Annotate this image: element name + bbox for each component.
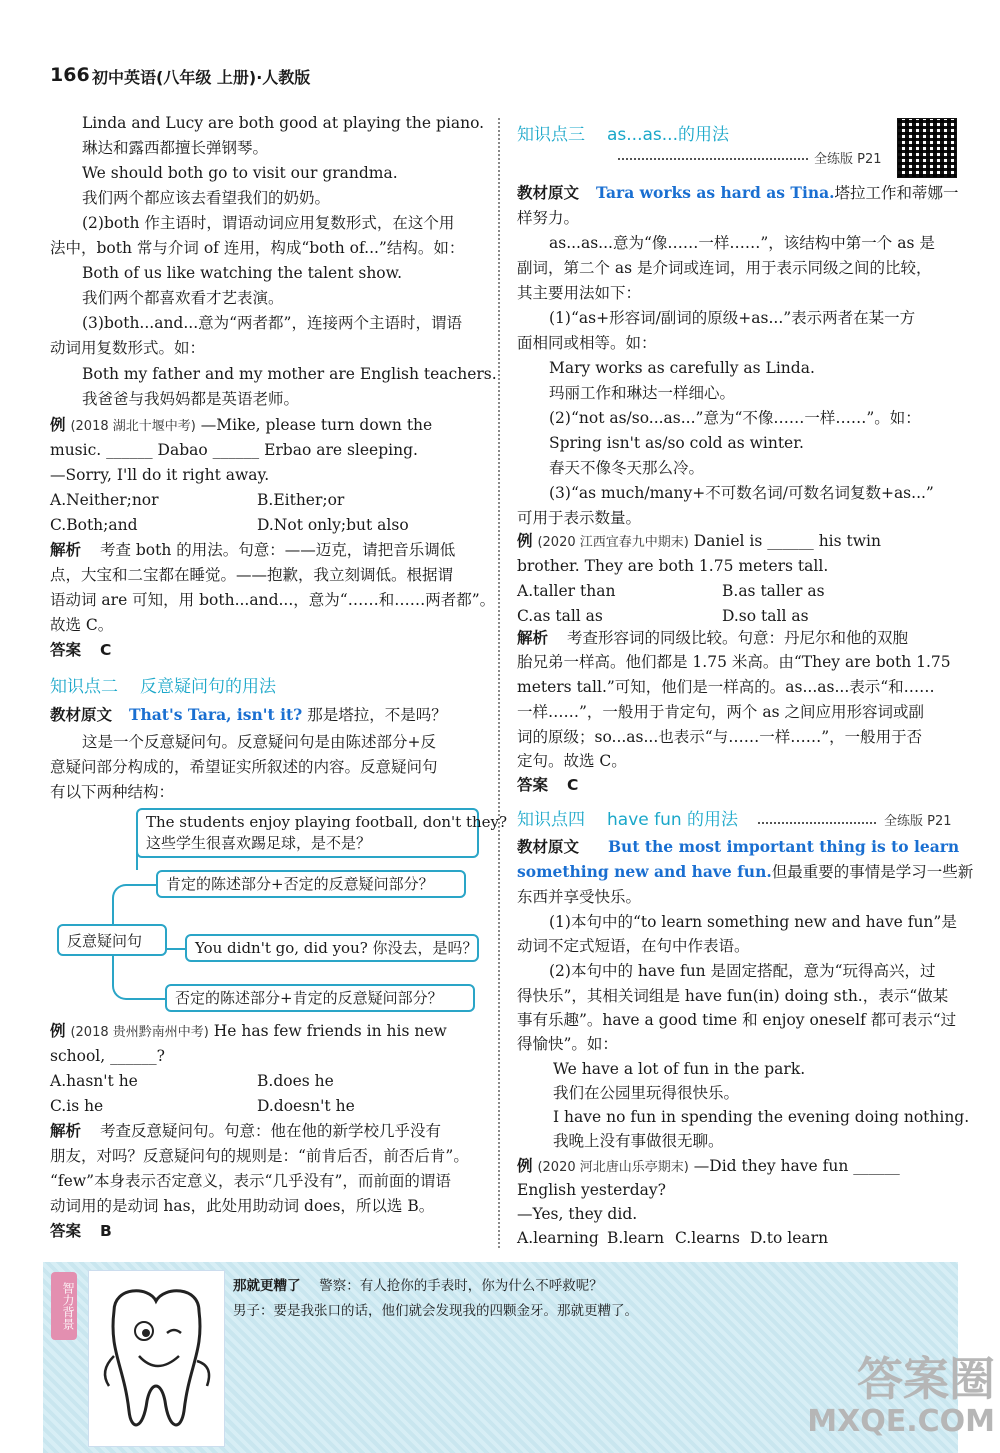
example-label: 例 bbox=[50, 416, 66, 434]
example-label: 例 bbox=[517, 532, 533, 550]
answer-line bbox=[50, 1220, 112, 1242]
rule-box-2: 否定的陈述部分+肯定的反意疑问部分？ bbox=[165, 984, 475, 1012]
text-line: (3)“as much/many+不可数名词/可数名词复数+as...” bbox=[549, 484, 934, 502]
text-line: (2)both 作主语时，谓语动词应用复数形式，在这个用 bbox=[82, 214, 455, 232]
text-line: —Sorry, I'll do it right away. bbox=[50, 466, 270, 484]
side-tab: 智力背景 bbox=[51, 1272, 77, 1340]
example-source: (2018 湖北十堰中考) bbox=[70, 419, 196, 434]
answer-line bbox=[517, 774, 578, 796]
connector bbox=[136, 833, 138, 870]
example-source: (2020 河北唐山乐亭期末) bbox=[537, 1160, 689, 1175]
answer-value: C bbox=[566, 776, 579, 794]
text-line: 我们两个都应该去看望我们的奶奶。 bbox=[82, 189, 331, 207]
center-box: 反意疑问句 bbox=[57, 924, 167, 956]
tooth-cartoon-icon bbox=[88, 1270, 225, 1447]
example-2-question bbox=[50, 1020, 447, 1044]
joke-text: 警察：有人抢你的手表时，你为什么不呼救呢？ bbox=[319, 1278, 603, 1294]
example-source: (2018 贵州黔南州中考) bbox=[70, 1025, 209, 1040]
text-line: 春天不像冬天那么冷。 bbox=[549, 459, 705, 477]
rule-box-1: 肯定的陈述部分+否定的反意疑问部分？ bbox=[156, 870, 466, 898]
analysis-label: 解析 bbox=[50, 1122, 82, 1140]
text-line: 可用于表示数量。 bbox=[517, 509, 642, 527]
text-line: (1)“as+形容词/副词的原级+as...”表示两者在某一方 bbox=[549, 309, 916, 327]
connector bbox=[112, 884, 158, 926]
text-line: 意疑问部分构成的，希望证实所叙述的内容。反意疑问句 bbox=[50, 758, 438, 776]
example-question: —Mike, please turn down the bbox=[200, 416, 433, 434]
example-box-en: The students enjoy playing football, don't they? bbox=[146, 813, 508, 831]
answer-value: C bbox=[99, 641, 112, 659]
text-line: (2)“not as/so...as...”意为“不像……一样……”。如： bbox=[549, 409, 921, 427]
option-c: C.Both;and bbox=[50, 516, 138, 534]
watermark-logo: 答案圈 bbox=[857, 1352, 995, 1406]
source-label: 教材原文 bbox=[517, 184, 580, 202]
analysis-line: 朋友，对吗？反意疑问句的规则是：“前肯后否，前否后肯”。 bbox=[50, 1147, 469, 1165]
answer-label: 答案 bbox=[50, 641, 82, 659]
answer-label: 答案 bbox=[517, 776, 549, 794]
reference-tag: 全练版 P21 bbox=[814, 152, 882, 167]
analysis-line: “few”本身表示否定意义，表示“几乎没有”，而前面的谓语 bbox=[50, 1172, 451, 1190]
text-line: (3)both...and...意为“两者都”，连接两个主语时，谓语 bbox=[82, 314, 462, 332]
option-c: C.as tall as bbox=[517, 607, 603, 625]
option-c: C.is he bbox=[50, 1097, 104, 1115]
source-line bbox=[50, 704, 447, 726]
analysis-text: 考查反意疑问句。句意：他在他的新学校几乎没有 bbox=[99, 1122, 441, 1140]
option-b: B.learn bbox=[607, 1229, 665, 1247]
analysis-line: 一样……”，一般用于肯定句，两个 as 之间应用形容词或副 bbox=[517, 703, 924, 721]
option-b: B.does he bbox=[257, 1072, 334, 1090]
example-label: 例 bbox=[517, 1157, 533, 1175]
analysis-label: 解析 bbox=[50, 541, 82, 559]
connector bbox=[112, 956, 167, 1000]
text-line: 东西并享受快乐。 bbox=[517, 888, 642, 906]
text-line: 得快乐”，其相关词组是 have fun(in) doing sth.，表示“做某 bbox=[517, 987, 949, 1005]
text-line: I have no fun in spending the evening doing nothing. bbox=[553, 1108, 970, 1126]
text-line: Both of us like watching the talent show. bbox=[82, 264, 402, 282]
qr-code-icon bbox=[897, 118, 957, 178]
page-number: 166 bbox=[50, 64, 90, 86]
analysis-line bbox=[50, 539, 455, 561]
text-line: 事有乐趣”。have a good time 和 enjoy oneself 都可表示“过 bbox=[517, 1011, 957, 1029]
option-a: A.Neither;nor bbox=[50, 491, 159, 509]
text-line: (2)本句中的 have fun 是固定搭配，意为“玩得高兴，过 bbox=[549, 962, 936, 980]
source-line bbox=[517, 182, 959, 204]
answer-value: B bbox=[99, 1222, 112, 1240]
example-label: 例 bbox=[50, 1022, 66, 1040]
text-line: English yesterday? bbox=[517, 1181, 666, 1199]
analysis-line: 词的原级；so...as...也表示“与……一样……”，一般用于否 bbox=[517, 728, 923, 746]
watermark-url: MXQE.COM bbox=[807, 1404, 995, 1439]
example-box-1 bbox=[136, 808, 508, 858]
text-line: We should both go to visit our grandma. bbox=[82, 164, 398, 182]
example-1-question bbox=[50, 414, 432, 438]
watermark bbox=[800, 1353, 995, 1448]
text-line: as...as...意为“像……一样……”，该结构中第一个 as 是 bbox=[549, 234, 935, 252]
analysis-line: 胎兄弟一样高。他们都是 1.75 米高。由“They are both 1.75 bbox=[517, 653, 951, 671]
analysis-line bbox=[50, 1120, 441, 1142]
joke-line-1 bbox=[233, 1274, 603, 1294]
example-question: —Did they have fun ______ bbox=[693, 1157, 900, 1175]
text-line: school, ______? bbox=[50, 1047, 165, 1065]
text-line: We have a lot of fun in the park. bbox=[553, 1060, 806, 1078]
text-line: Mary works as carefully as Linda. bbox=[549, 359, 815, 377]
text-line: 我晚上没有事做很无聊。 bbox=[553, 1132, 724, 1150]
source-en-cont: something new and have fun. bbox=[517, 862, 772, 881]
example-box-zh: 这些学生很喜欢踢足球，是不是？ bbox=[146, 834, 372, 852]
text-line: 我爸爸与我妈妈都是英语老师。 bbox=[82, 390, 300, 408]
kp-label: 知识点四 bbox=[517, 810, 585, 830]
example-question: Daniel is ______ his twin bbox=[693, 532, 881, 550]
text-line: 法中，both 常与介词 of 连用，构成“both of...”结构。如： bbox=[50, 239, 465, 257]
text-line: 琳达和露西都擅长弹钢琴。 bbox=[82, 139, 269, 157]
kp-title: 反意疑问句的用法 bbox=[140, 677, 276, 697]
source-en: That's Tara, isn't it? bbox=[128, 705, 303, 724]
analysis-text: 考查 both 的用法。句意：——迈克，请把音乐调低 bbox=[99, 541, 456, 559]
analysis-line: 语动词 are 可知，用 both...and...，意为“……和……两者都”。 bbox=[50, 591, 496, 609]
source-en: But the most important thing is to learn bbox=[607, 837, 960, 856]
knowledge-point-4-heading bbox=[517, 805, 738, 830]
kp-label: 知识点三 bbox=[517, 125, 585, 145]
text-line: 动词不定式短语，在句中作表语。 bbox=[517, 937, 750, 955]
dotted-leader bbox=[758, 822, 876, 824]
book-title: 初中英语(八年级 上册)·人教版 bbox=[92, 68, 311, 87]
option-c: C.learns bbox=[675, 1229, 740, 1247]
text-line: music. ______ Dabao ______ Erbao are sleeping. bbox=[50, 441, 418, 459]
source-zh: 那是塔拉，不是吗？ bbox=[307, 706, 447, 724]
example-question: He has few friends in his new bbox=[213, 1022, 447, 1040]
answer-line bbox=[50, 639, 111, 661]
source-zh: 塔拉工作和蒂娜一 bbox=[834, 184, 959, 202]
source-label: 教材原文 bbox=[517, 838, 580, 856]
text-line: 面相同或相等。如： bbox=[517, 334, 657, 352]
joke-title: 那就更糟了 bbox=[233, 1278, 301, 1294]
analysis-line: 故选 C。 bbox=[50, 616, 114, 634]
source-en: Tara works as hard as Tina. bbox=[595, 183, 835, 202]
text-line: 有以下两种结构： bbox=[50, 783, 175, 801]
knowledge-point-3-heading bbox=[517, 120, 729, 145]
option-d: D.so tall as bbox=[722, 607, 809, 625]
option-d: D.to learn bbox=[750, 1229, 829, 1247]
analysis-label: 解析 bbox=[517, 629, 549, 647]
option-a: A.hasn't he bbox=[50, 1072, 138, 1090]
kp-label: 知识点二 bbox=[50, 677, 118, 697]
source-line bbox=[517, 836, 959, 858]
text-line: 玛丽工作和琳达一样细心。 bbox=[549, 384, 736, 402]
dotted-leader bbox=[618, 158, 808, 160]
text-line: —Yes, they did. bbox=[517, 1205, 638, 1223]
text-line: 副词，第二个 as 是介词或连词，用于表示同级之间的比较， bbox=[517, 259, 932, 277]
kp-title: have fun 的用法 bbox=[607, 810, 739, 830]
option-b: B.Either;or bbox=[257, 491, 345, 509]
example-source: (2020 江西宜春九中期末) bbox=[537, 535, 689, 550]
kp-title: as...as...的用法 bbox=[607, 125, 729, 145]
reference-tag: 全练版 P21 bbox=[884, 814, 952, 829]
example-4-question bbox=[517, 1155, 900, 1179]
text-line: 我们在公园里玩得很快乐。 bbox=[553, 1084, 740, 1102]
analysis-line: 定句。故选 C。 bbox=[517, 752, 627, 770]
analysis-text: 考查形容词的同级比较。句意：丹尼尔和他的双胞 bbox=[566, 629, 908, 647]
option-b: B.as taller as bbox=[722, 582, 825, 600]
answer-label: 答案 bbox=[50, 1222, 82, 1240]
text-line: 样努力。 bbox=[517, 209, 580, 227]
source-zh: 但最重要的事情是学习一些新 bbox=[771, 863, 974, 881]
text-line: 动词用复数形式。如： bbox=[50, 339, 206, 357]
text-line: 得愉快”。如： bbox=[517, 1035, 618, 1053]
option-d: D.doesn't he bbox=[257, 1097, 355, 1115]
analysis-line: 点，大宝和二宝都在睡觉。——抱歉，我立刻调低。根据谓 bbox=[50, 566, 454, 584]
analysis-line bbox=[517, 627, 908, 649]
analysis-line: 动词用的是动词 has，此处用助动词 does，所以选 B。 bbox=[50, 1197, 435, 1215]
text-line: 这是一个反意疑问句。反意疑问句是由陈述部分+反 bbox=[82, 733, 436, 751]
joke-line-2: 男子：要是我张口的话，他们就会发现我的四颗金牙。那就更糟了。 bbox=[233, 1303, 638, 1319]
text-line: Linda and Lucy are both good at playing the piano. bbox=[82, 114, 485, 132]
example-3-question bbox=[517, 530, 881, 554]
analysis-line: meters tall.”可知，他们是一样高的。as...as...表示“和…… bbox=[517, 678, 935, 696]
example-box-2: You didn't go, did you? 你没去，是吗？ bbox=[185, 934, 479, 962]
column-separator bbox=[498, 118, 500, 1248]
option-d: D.Not only;but also bbox=[257, 516, 409, 534]
text-line: 其主要用法如下： bbox=[517, 284, 642, 302]
text-line: 我们两个都喜欢看才艺表演。 bbox=[82, 289, 284, 307]
source-line-2 bbox=[517, 861, 973, 883]
connector bbox=[165, 948, 185, 950]
source-label: 教材原文 bbox=[50, 706, 113, 724]
text-line: Spring isn't as/so cold as winter. bbox=[549, 434, 804, 452]
text-line: (1)本句中的“to learn something new and have fun”是 bbox=[549, 913, 957, 931]
text-line: Both my father and my mother are English teachers. bbox=[82, 365, 497, 383]
option-a: A.learning bbox=[517, 1229, 599, 1247]
text-line: brother. They are both 1.75 meters tall. bbox=[517, 557, 829, 575]
option-a: A.taller than bbox=[517, 582, 616, 600]
knowledge-point-2-heading bbox=[50, 672, 276, 697]
